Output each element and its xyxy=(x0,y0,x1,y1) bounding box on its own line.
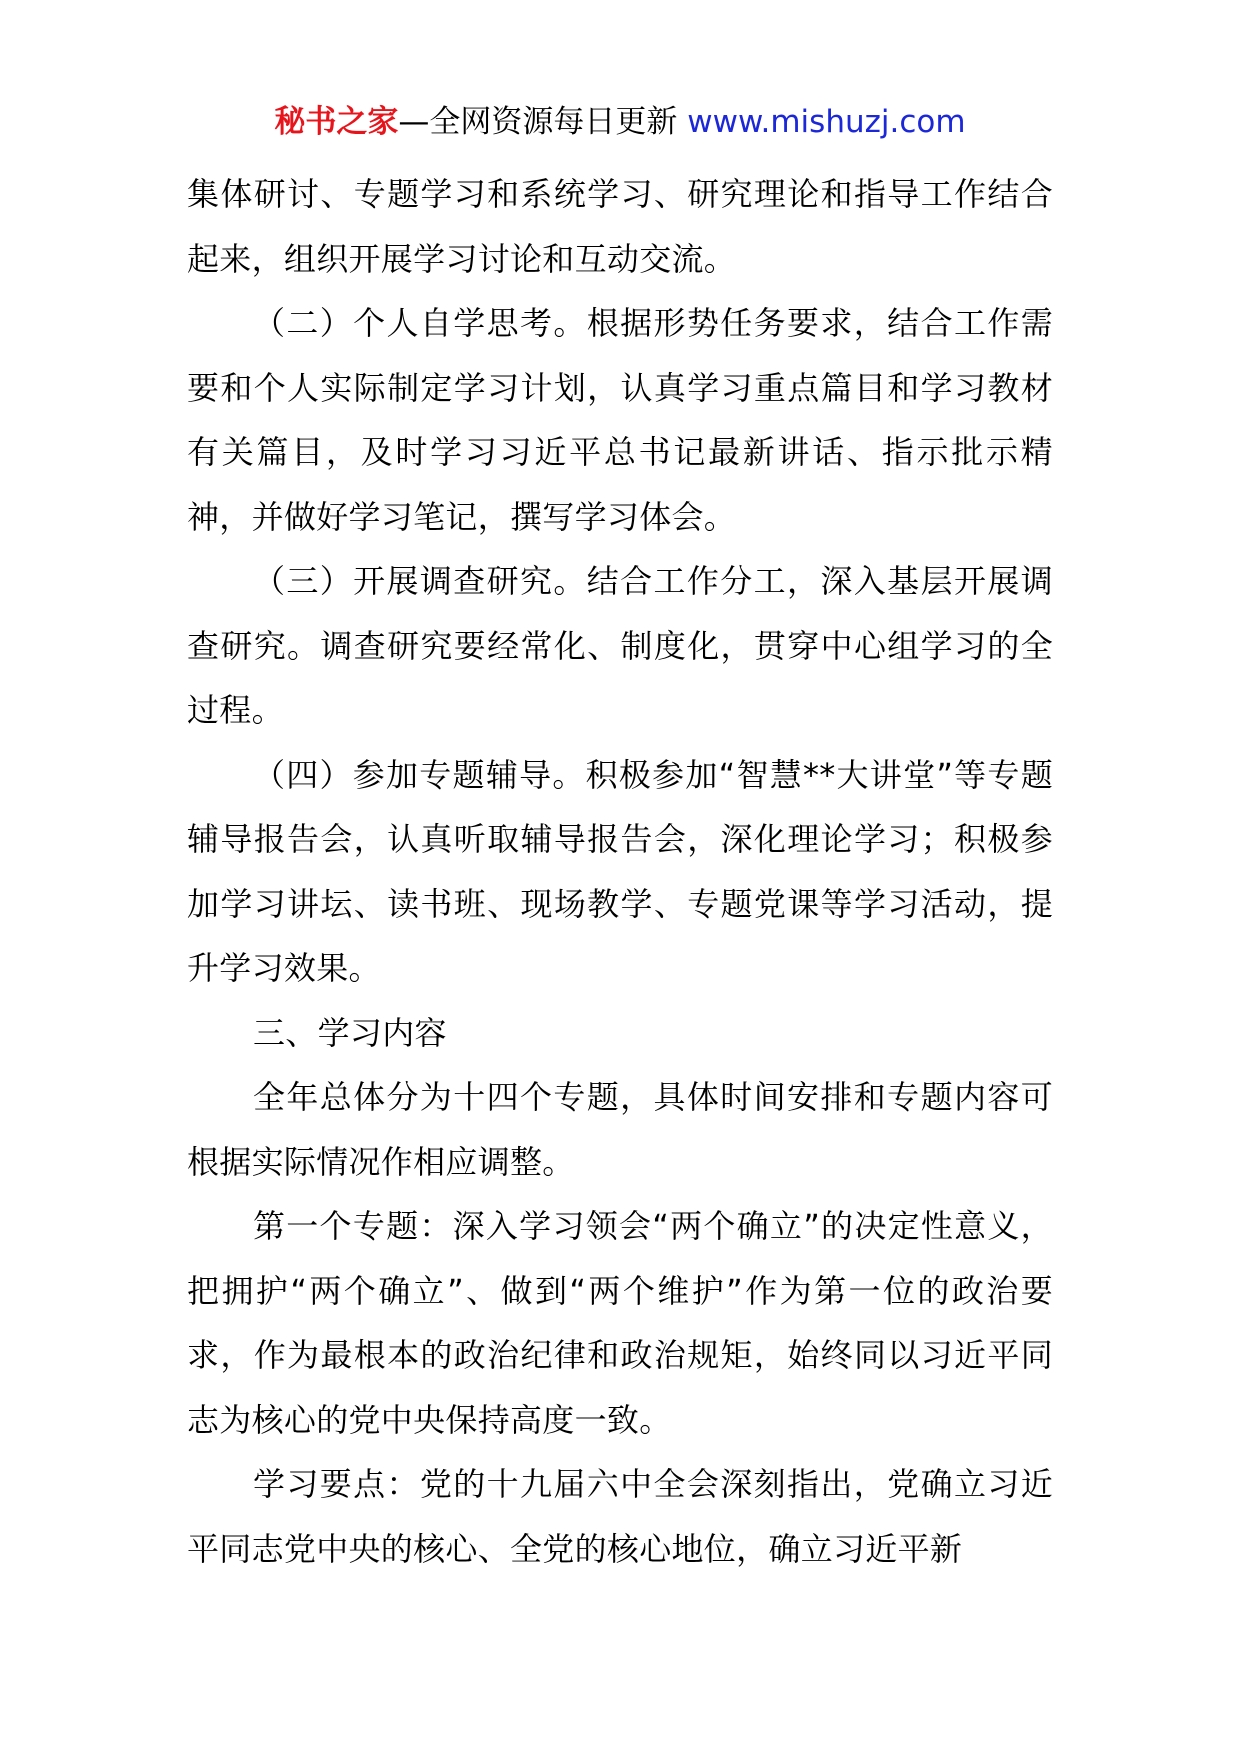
header-url[interactable]: www.mishuzj.com xyxy=(687,104,966,140)
paragraph-key-points: 学习要点：党的十九届六中全会深刻指出，党确立习近平同志党中央的核心、全党的核心地位，确立习近平新 xyxy=(187,1465,1053,1568)
watermark-header xyxy=(0,100,1240,144)
paragraph-research: （三）开展调查研究。结合工作分工，深入基层开展调查研究。调查研究要经常化、制度化，贯穿中心组学习的全过程。 xyxy=(187,562,1053,729)
paragraph-continuation: 集体研讨、专题学习和系统学习、研究理论和指导工作结合起来，组织开展学习讨论和互动交流。 xyxy=(187,175,1053,278)
paragraph-lectures: （四）参加专题辅导。积极参加“智慧**大讲堂”等专题辅导报告会，认真听取辅导报告会，深化理论学习；积极参加学习讲坛、读书班、现场教学、专题党课等学习活动，提升学习效果。 xyxy=(187,755,1053,987)
paragraph-topic-one: 第一个专题：深入学习领会“两个确立”的决定性意义，把拥护“两个确立”、做到“两个维护”作为第一位的政治要求，作为最根本的政治纪律和政治规矩，始终同以习近平同志为核心的党中央保持高度一致。 xyxy=(187,1207,1053,1439)
document-body xyxy=(187,162,1053,1581)
header-tagline: —全网资源每日更新 xyxy=(398,104,688,140)
paragraph-self-study: （二）个人自学思考。根据形势任务要求，结合工作需要和个人实际制定学习计划，认真学习重点篇目和学习教材有关篇目，及时学习习近平总书记最新讲话、指示批示精神，并做好学习笔记，撰写学习体会。 xyxy=(187,304,1053,536)
header-brand: 秘书之家 xyxy=(274,104,399,140)
section-heading-content: 三、学习内容 xyxy=(253,1013,447,1052)
paragraph-overview: 全年总体分为十四个专题，具体时间安排和专题内容可根据实际情况作相应调整。 xyxy=(187,1078,1053,1181)
